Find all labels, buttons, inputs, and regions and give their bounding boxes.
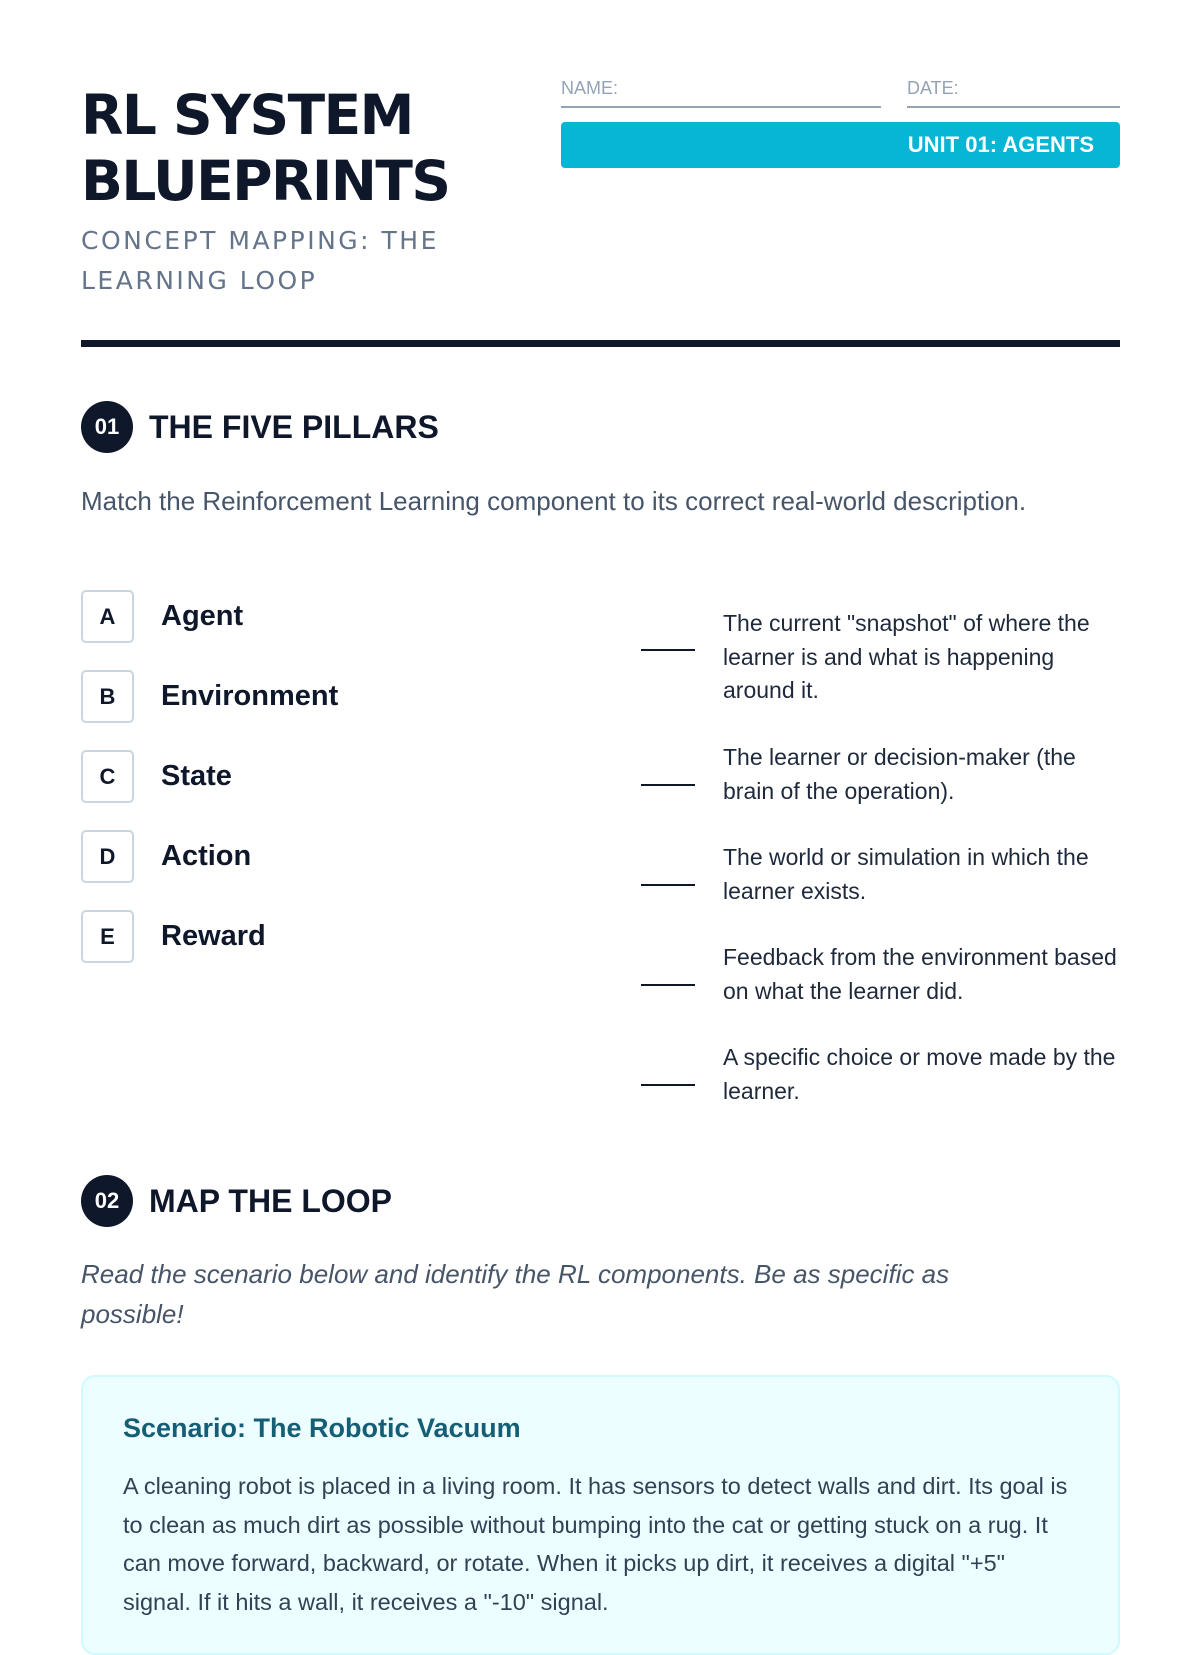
scenario-card (81, 1375, 1120, 1655)
term-letter-box: A (81, 590, 134, 643)
term-label: Environment (161, 680, 339, 712)
section-2-number-badge: 02 (81, 1175, 133, 1227)
term-label: Action (161, 840, 252, 872)
page-title (81, 82, 551, 214)
term-letter-box: E (81, 910, 134, 963)
definition-text: The current "snapshot" of where the learner is and what is happening around it. (723, 610, 1090, 703)
section-2-title: MAP THE LOOP (149, 1183, 392, 1219)
term-label: State (161, 760, 232, 792)
answer-blank[interactable] (641, 649, 695, 651)
section-1-title: THE FIVE PILLARS (149, 409, 439, 445)
scenario-title: Scenario: The Robotic Vacuum (123, 1413, 521, 1443)
name-field[interactable] (561, 78, 881, 108)
section-2-instructions: Read the scenario below and identify the RL components. Be as specific as possible! (81, 1259, 950, 1329)
definition-text: The learner or decision-maker (the brain of the operation). (723, 744, 1076, 804)
section-1-number-badge: 01 (81, 401, 133, 453)
scenario-text: A cleaning robot is placed in a living room. It has sensors to detect walls and dirt. Its goal is to clean as much dirt as possible without bumping into the cat or getting stuck on a rug. It can move forward, backward, or rotate. When it picks up dirt, it receives a digital "+5" signal. If it hits a wall, it receives a "-10" signal. (123, 1473, 1068, 1615)
term-letter-box: D (81, 830, 134, 883)
definition-text: A specific choice or move made by the learner. (723, 1044, 1116, 1104)
section-1-instructions: Match the Reinforcement Learning component to its correct real-world description. (81, 486, 1027, 516)
term-letter-box: B (81, 670, 134, 723)
worksheet-page (81, 0, 1120, 1615)
definition-text: The world or simulation in which the learner exists. (723, 844, 1089, 904)
header-divider (81, 340, 1120, 347)
date-label: DATE: (907, 78, 959, 98)
answer-blank[interactable] (641, 884, 695, 886)
term-label: Agent (161, 600, 244, 632)
term-label: Reward (161, 920, 266, 952)
unit-banner: UNIT 01: AGENTS (561, 122, 1120, 168)
answer-blank[interactable] (641, 784, 695, 786)
answer-blank[interactable] (641, 1084, 695, 1086)
definition-text: Feedback from the environment based on what the learner did. (723, 944, 1117, 1004)
term-letter-box: C (81, 750, 134, 803)
page-subtitle: CONCEPT MAPPING: THE LEARNING LOOP (81, 226, 439, 295)
name-label: NAME: (561, 78, 619, 98)
answer-blank[interactable] (641, 984, 695, 986)
title-line-2: BLUEPRINTS (81, 149, 450, 213)
date-field[interactable] (907, 78, 1120, 108)
title-line-1: RL SYSTEM (81, 83, 413, 147)
